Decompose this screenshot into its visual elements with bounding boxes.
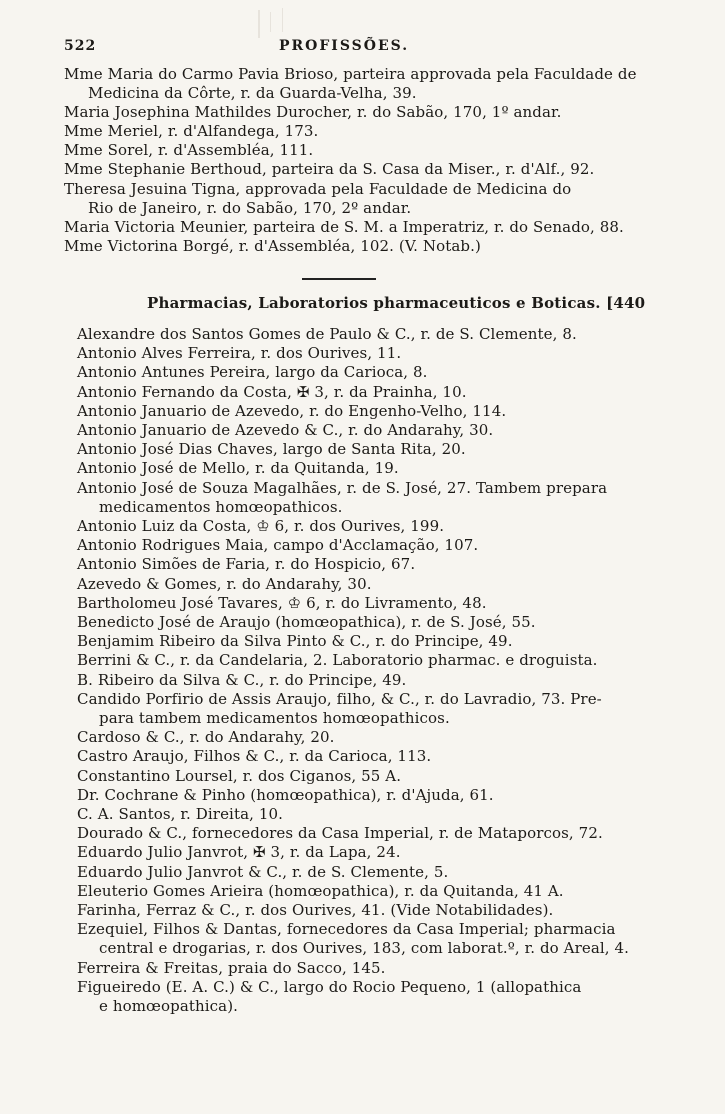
directory-entry-line: Cardoso & C., r. do Andarahy, 20. bbox=[77, 728, 335, 746]
directory-entry-line: Benjamim Ribeiro da Silva Pinto & C., r. do Principe, 49. bbox=[77, 632, 513, 650]
directory-entry-line: Azevedo & Gomes, r. do Andarahy, 30. bbox=[77, 575, 372, 593]
directory-entry-continuation: Medicina da Côrte, r. da Guarda-Velha, 39. bbox=[88, 84, 417, 102]
directory-entry-line: Antonio Antunes Pereira, largo da Carioca, 8. bbox=[77, 363, 428, 381]
directory-entry-line: Antonio José de Mello, r. da Quitanda, 19. bbox=[77, 459, 399, 477]
directory-entry-line: Antonio Fernando da Costa, ✠ 3, r. da Prainha, 10. bbox=[77, 383, 467, 401]
show-through-mark bbox=[282, 8, 283, 32]
directory-entry-line: Mme Meriel, r. d'Alfandega, 173. bbox=[64, 122, 319, 140]
show-through-mark bbox=[270, 12, 271, 32]
directory-entry-continuation: Rio de Janeiro, r. do Sabão, 170, 2º andar. bbox=[88, 199, 412, 217]
running-title: PROFISSÕES. bbox=[279, 38, 410, 54]
directory-entry-line: Maria Victoria Meunier, parteira de S. M. a Imperatriz, r. do Senado, 88. bbox=[64, 218, 624, 236]
directory-entry-line: B. Ribeiro da Silva & C., r. do Principe, 49. bbox=[77, 671, 407, 689]
directory-entry-line: Candido Porfirio de Assis Araujo, filho, & C., r. do Lavradio, 73. Pre- bbox=[77, 690, 602, 708]
directory-entry-line: Ezequiel, Filhos & Dantas, fornecedores da Casa Imperial; pharmacia bbox=[77, 920, 616, 938]
section-heading: Pharmacias, Laboratorios pharmaceuticos e Boticas. [440 bbox=[147, 294, 646, 312]
directory-entry-line: Alexandre dos Santos Gomes de Paulo & C., r. de S. Clemente, 8. bbox=[77, 325, 577, 343]
directory-entry-line: Antonio José de Souza Magalhães, r. de S. José, 27. Tambem prepara bbox=[77, 479, 608, 497]
directory-entry-line: Constantino Loursel, r. dos Ciganos, 55 A. bbox=[77, 767, 402, 785]
section-divider bbox=[302, 278, 376, 280]
directory-entry-line: Castro Araujo, Filhos & C., r. da Carioca, 113. bbox=[77, 747, 432, 765]
directory-entry-line: Eleuterio Gomes Arieira (homœopathica), r. da Quitanda, 41 A. bbox=[77, 882, 564, 900]
directory-entry-line: Theresa Jesuina Tigna, approvada pela Faculdade de Medicina do bbox=[64, 180, 572, 198]
directory-entry-continuation: central e drogarias, r. dos Ourives, 183, com laborat.º, r. do Areal, 4. bbox=[99, 939, 630, 957]
page-number: 522 bbox=[64, 38, 97, 54]
directory-entry-line: Antonio Januario de Azevedo & C., r. do Andarahy, 30. bbox=[77, 421, 494, 439]
directory-entry-line: Figueiredo (E. A. C.) & C., largo do Rocio Pequeno, 1 (allopathica bbox=[77, 978, 582, 996]
directory-entry-line: Berrini & C., r. da Candelaria, 2. Laboratorio pharmac. e droguista. bbox=[77, 651, 598, 669]
directory-entry-line: Antonio José Dias Chaves, largo de Santa Rita, 20. bbox=[77, 440, 466, 458]
directory-entry-line: Dr. Cochrane & Pinho (homœopathica), r. d'Ajuda, 61. bbox=[77, 786, 494, 804]
directory-entry-line: Antonio Alves Ferreira, r. dos Ourives, 11. bbox=[77, 344, 402, 362]
directory-entry-line: Bartholomeu José Tavares, ♔ 6, r. do Livramento, 48. bbox=[77, 594, 487, 612]
directory-entry-line: Antonio Rodrigues Maia, campo d'Acclamação, 107. bbox=[77, 536, 479, 554]
show-through-mark bbox=[258, 10, 260, 38]
directory-entry-line: Dourado & C., fornecedores da Casa Imperial, r. de Mataporcos, 72. bbox=[77, 824, 603, 842]
directory-entry-line: Mme Victorina Borgé, r. d'Assembléa, 102. (V. Notab.) bbox=[64, 237, 481, 255]
directory-entry-line: Antonio Luiz da Costa, ♔ 6, r. dos Ourives, 199. bbox=[77, 517, 445, 535]
directory-entry-line: Farinha, Ferraz & C., r. dos Ourives, 41. (Vide Notabilidades). bbox=[77, 901, 554, 919]
directory-entry-line: Eduardo Julio Janvrot, ✠ 3, r. da Lapa, 24. bbox=[77, 843, 401, 861]
directory-entry-line: Maria Josephina Mathildes Durocher, r. do Sabão, 170, 1º andar. bbox=[64, 103, 562, 121]
directory-entry-line: Mme Maria do Carmo Pavia Brioso, parteira approvada pela Faculdade de bbox=[64, 65, 637, 83]
page-header bbox=[64, 38, 664, 60]
directory-entry-continuation: para tambem medicamentos homœopathicos. bbox=[99, 709, 450, 727]
directory-entry-line: Antonio Simões de Faria, r. do Hospicio, 67. bbox=[77, 555, 416, 573]
directory-entry-continuation: medicamentos homœopathicos. bbox=[99, 498, 343, 516]
directory-entry-line: Antonio Januario de Azevedo, r. do Engenho-Velho, 114. bbox=[77, 402, 507, 420]
directory-entry-line: C. A. Santos, r. Direita, 10. bbox=[77, 805, 284, 823]
directory-entry-line: Benedicto José de Araujo (homœopathica), r. de S. José, 55. bbox=[77, 613, 536, 631]
directory-entry-line: Ferreira & Freitas, praia do Sacco, 145. bbox=[77, 959, 386, 977]
directory-entry-line: Eduardo Julio Janvrot & C., r. de S. Clemente, 5. bbox=[77, 863, 449, 881]
directory-entry-line: Mme Sorel, r. d'Assembléa, 111. bbox=[64, 141, 314, 159]
directory-entry-line: Mme Stephanie Berthoud, parteira da S. Casa da Miser., r. d'Alf., 92. bbox=[64, 160, 595, 178]
directory-entry-continuation: e homœopathica). bbox=[99, 997, 239, 1015]
